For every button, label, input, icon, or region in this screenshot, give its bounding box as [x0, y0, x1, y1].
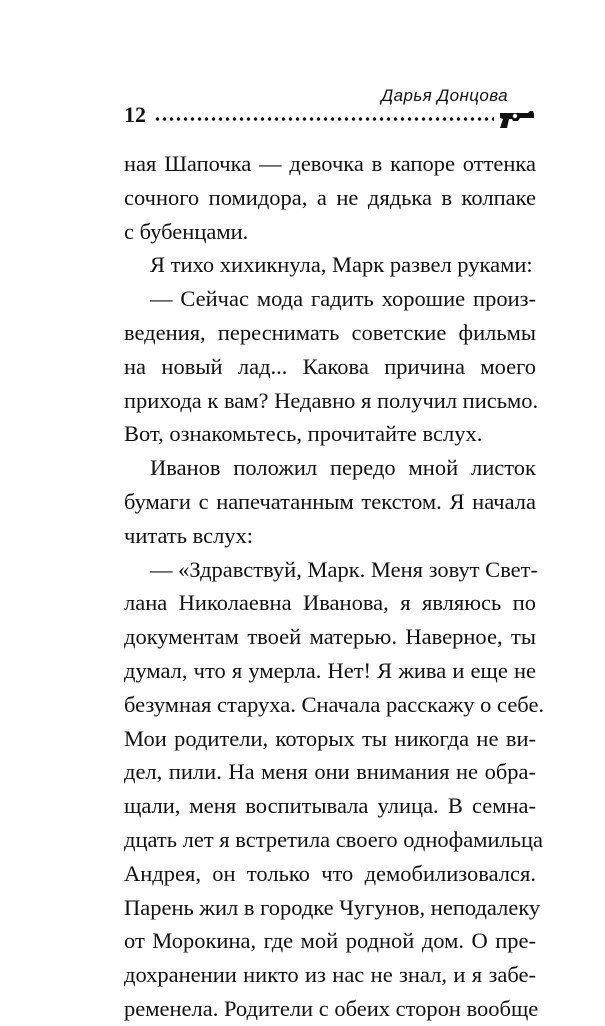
text-line: на новый лад... Какова причина моего — [124, 353, 536, 379]
text-line: — «Здравствуй, Марк. Меня зовут Свет- — [150, 556, 538, 582]
text-line: ведения, переснимать советские фильмы — [124, 319, 536, 345]
text-line: от Морокина, где мой родной дом. О пре- — [124, 928, 536, 954]
text-line: дохранении никто из нас не знал, и я забе- — [124, 962, 536, 988]
text-line: Вот, ознакомьтесь, прочитайте вслух. — [124, 421, 483, 447]
text-line: ременела. Родители с обеих сторон вообще — [124, 995, 539, 1021]
text-line: щали, меня воспитывала улица. В семна- — [124, 793, 536, 819]
text-line: безумная старуха. Сначала расскажу о себе. — [124, 691, 545, 717]
text-line: Я тихо хихикнула, Марк развел руками: — [150, 252, 533, 278]
text-line: Мои родители, которых ты никогда не ви- — [124, 725, 536, 751]
text-line: с бубенцами. — [124, 218, 249, 244]
dotted-leader — [154, 117, 494, 121]
page-number: 12 — [124, 102, 146, 127]
text-line: документам твоей матерью. Наверное, ты — [124, 624, 536, 650]
body-text — [124, 147, 545, 1026]
text-line: прихода к вам? Недавно я получил письмо. — [124, 387, 539, 413]
revolver-icon — [498, 108, 536, 130]
text-line: сочного помидора, а не дядька в колпаке — [124, 184, 536, 210]
text-line: думал, что я умерла. Нет! Я жива и еще не — [124, 657, 536, 683]
text-line: — Сейчас мода гадить хорошие произ- — [150, 286, 536, 312]
author-name: Дарья Донцова — [381, 86, 508, 105]
text-line: Иванов положил передо мной листок — [150, 455, 536, 481]
text-line: читать вслух: — [124, 522, 254, 548]
text-line: лана Николаевна Иванова, я являюсь по — [124, 590, 536, 616]
running-header — [124, 86, 536, 130]
text-line: Андрея, он только что демобилизовался. — [124, 860, 536, 886]
text-line: Парень жил в городке Чугунов, неподалеку — [124, 894, 541, 920]
text-line: ная Шапочка — девочка в капоре оттенка — [124, 151, 536, 176]
text-line: бумаги с напечатанным текстом. Я начала — [124, 488, 536, 514]
text-line: дел, пили. На меня они внимания не обра- — [124, 759, 536, 785]
text-line: дцать лет я встретила своего однофамильца — [124, 826, 544, 852]
